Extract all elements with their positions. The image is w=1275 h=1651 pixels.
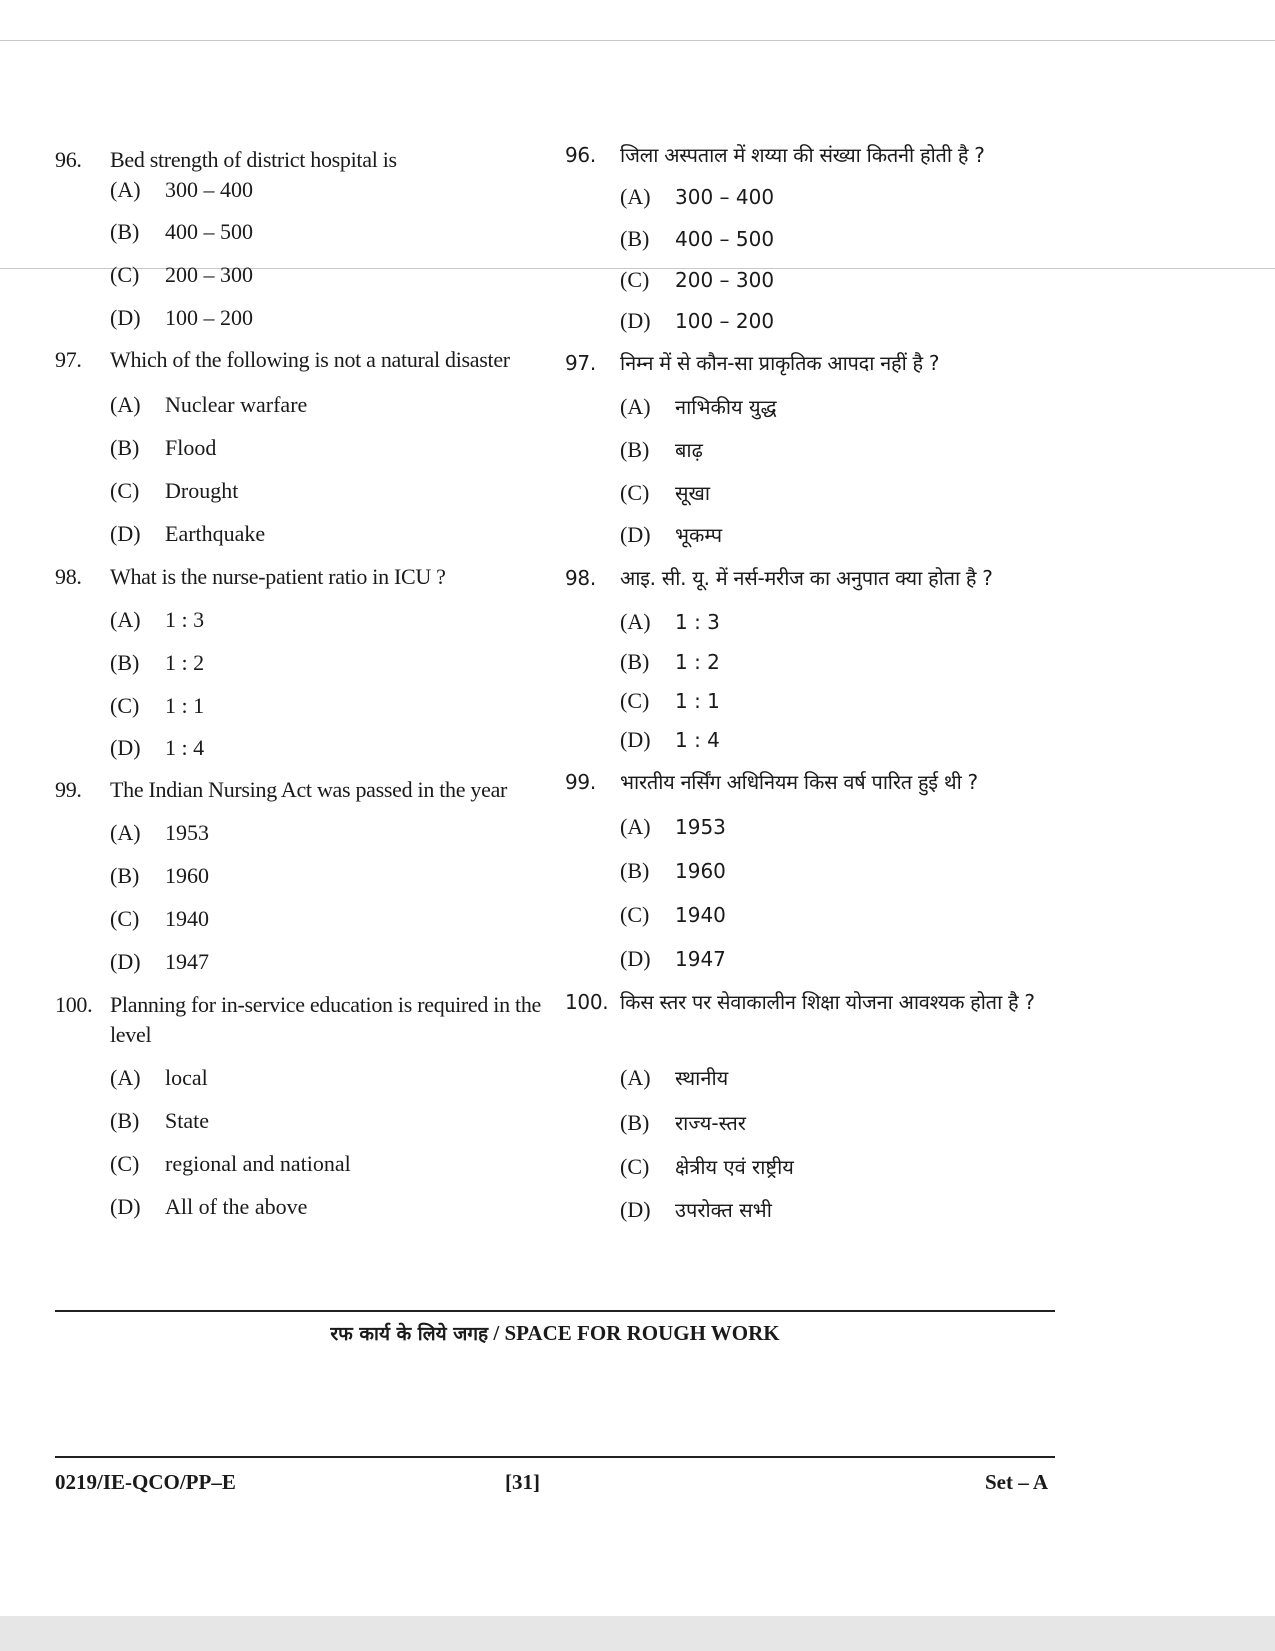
question-number: 100. <box>565 990 609 1014</box>
option-d: (D) उपरोक्त सभी <box>620 1197 772 1222</box>
option-b: (B) राज्य-स्तर <box>620 1110 746 1135</box>
question-text: Bed strength of district hospital is <box>110 147 397 172</box>
question-97-en <box>55 345 555 375</box>
option-d: (D) 100 – 200 <box>110 305 253 330</box>
option-a: (A) 1 : 3 <box>620 609 720 634</box>
set-label: Set – A <box>985 1470 1048 1494</box>
option-d: (D) 1947 <box>620 946 726 971</box>
page-number: [31] <box>505 1470 540 1494</box>
question-number: 98. <box>55 564 82 589</box>
question-text: भारतीय नर्सिंग अधिनियम किस वर्ष पारित हुई थी ? <box>620 770 978 794</box>
option-a: (A) Nuclear warfare <box>110 392 308 417</box>
option-c: (C) 200 – 300 <box>620 267 775 292</box>
option-d: (D) All of the above <box>110 1194 308 1219</box>
question-text: What is the nurse-patient ratio in ICU ? <box>110 564 446 589</box>
option-c: (C) क्षेत्रीय एवं राष्ट्रीय <box>620 1154 794 1179</box>
option-d: (D) 1947 <box>110 949 209 974</box>
question-96-en <box>55 145 555 175</box>
option-a: (A) 1953 <box>110 820 209 845</box>
question-100-en <box>55 990 555 1050</box>
option-a: (A) नाभिकीय युद्ध <box>620 394 777 419</box>
question-98-hi <box>565 563 1065 593</box>
option-d: (D) Earthquake <box>110 521 266 546</box>
option-d: (D) 1 : 4 <box>620 727 720 752</box>
question-96-hi <box>565 140 1065 170</box>
question-number: 99. <box>565 770 596 794</box>
paper-code: 0219/IE-QCO/PP–E <box>55 1470 236 1494</box>
option-c: (C) सूखा <box>620 480 711 505</box>
question-text: Which of the following is not a natural disaster <box>110 347 510 372</box>
option-b: (B) Flood <box>110 435 217 460</box>
option-a: (A) स्थानीय <box>620 1065 729 1090</box>
question-number: 98. <box>565 566 596 590</box>
question-text: निम्न में से कौन-सा प्राकृतिक आपदा नहीं है ? <box>620 351 940 375</box>
question-text: जिला अस्पताल में शय्या की संख्या कितनी होती है ? <box>620 143 985 167</box>
question-text: The Indian Nursing Act was passed in the year <box>110 777 508 802</box>
rough-work-section <box>55 1310 1055 1346</box>
question-text: किस स्तर पर सेवाकालीन शिक्षा योजना आवश्यक होता है ? <box>620 990 1035 1014</box>
option-b: (B) 400 – 500 <box>110 219 253 244</box>
option-c: (C) 1940 <box>110 906 209 931</box>
option-b: (B) 1960 <box>620 858 726 883</box>
question-number: 97. <box>55 347 82 372</box>
question-text: आइ. सी. यू. में नर्स-मरीज का अनुपात क्या होता है ? <box>620 566 993 590</box>
option-c: (C) 1 : 1 <box>110 693 205 718</box>
option-d: (D) भूकम्प <box>620 522 723 547</box>
option-c: (C) Drought <box>110 478 239 503</box>
option-b: (B) 1960 <box>110 863 209 888</box>
question-number: 99. <box>55 777 82 802</box>
option-a: (A) 1953 <box>620 814 726 839</box>
option-a: (A) 300 – 400 <box>620 184 775 209</box>
option-b: (B) 1 : 2 <box>110 650 205 675</box>
option-c: (C) 1940 <box>620 902 726 927</box>
footer-divider <box>55 1456 1055 1458</box>
question-100-hi <box>565 987 1065 1017</box>
option-c: (C) 200 – 300 <box>110 262 253 287</box>
option-b: (B) 1 : 2 <box>620 649 720 674</box>
question-98-en <box>55 562 555 592</box>
option-a: (A) local <box>110 1065 208 1090</box>
scan-rule-top <box>0 40 1275 41</box>
option-b: (B) 400 – 500 <box>620 226 775 251</box>
question-99-en <box>55 775 555 805</box>
option-c: (C) regional and national <box>110 1151 351 1176</box>
option-a: (A) 1 : 3 <box>110 607 205 632</box>
question-number: 100. <box>55 992 93 1017</box>
question-99-hi <box>565 767 1065 797</box>
question-text: Planning for in-service education is required in the level <box>110 992 541 1047</box>
option-d: (D) 100 – 200 <box>620 308 775 333</box>
option-b: (B) State <box>110 1108 209 1133</box>
question-number: 97. <box>565 351 596 375</box>
question-number: 96. <box>55 147 82 172</box>
question-number: 96. <box>565 143 596 167</box>
scan-edge-band <box>0 1616 1275 1651</box>
option-c: (C) 1 : 1 <box>620 688 720 713</box>
option-d: (D) 1 : 4 <box>110 735 205 760</box>
rough-work-title: रफ कार्य के लिये जगह / SPACE FOR ROUGH WORK <box>330 1321 780 1345</box>
option-a: (A) 300 – 400 <box>110 177 253 202</box>
option-b: (B) बाढ़ <box>620 437 703 462</box>
question-97-hi <box>565 348 1065 378</box>
